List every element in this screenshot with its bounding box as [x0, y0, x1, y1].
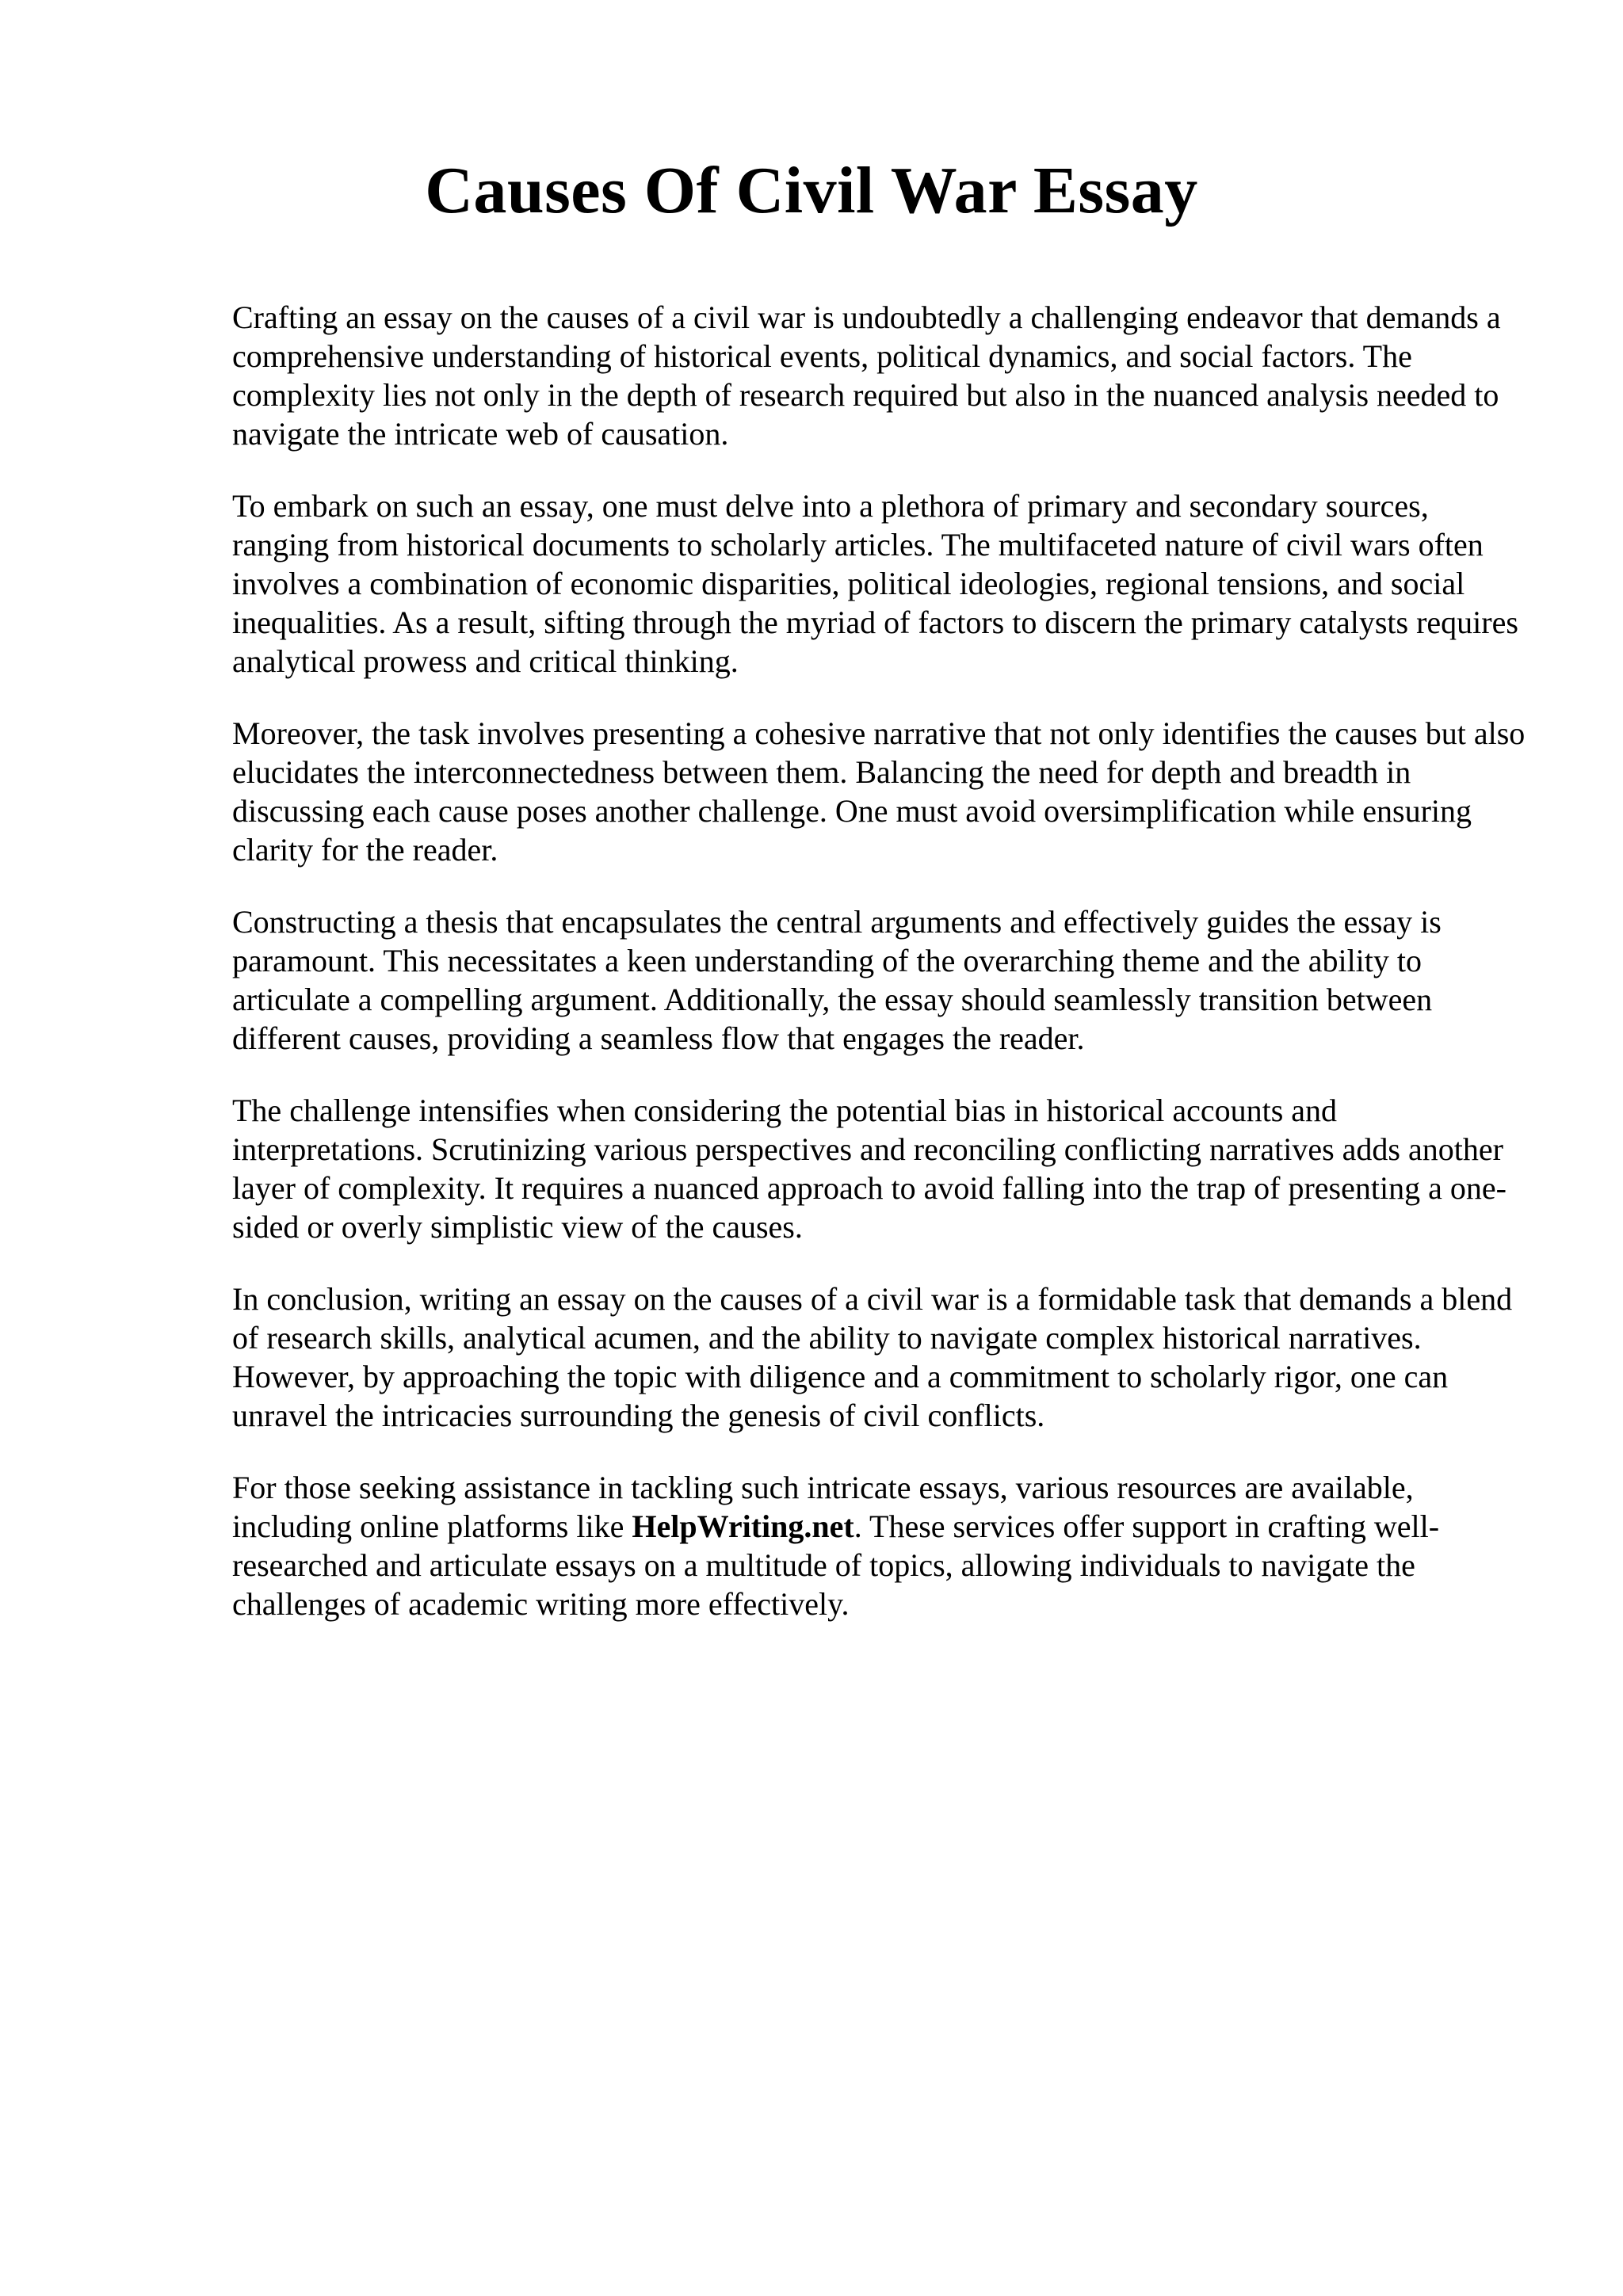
paragraph-6: In conclusion, writing an essay on the causes of a civil war is a formidable task that demands a blend of research skills, analytical acumen, and the ability to navigate complex historical narratives. However, by approaching the topic with diligence and a commitment to scholarly rigor, one can unravel the intricacies surrounding the genesis of civil conflicts.	[232, 1281, 1513, 1433]
paragraph-7-end: . These services offer support in crafting well-researched and articulate essays on a multitude of topics, allowing individuals to navigate the challenges of academic writing more effectively.	[232, 1508, 1440, 1622]
paragraph-5: The challenge intensifies when considering the potential bias in historical accounts and interpretations. Scrutinizing various perspectives and reconciling conflicting narratives adds another layer of complexity. It requires a nuanced approach to avoid falling into the trap of presenting a one-sided or overly simplistic view of the causes.	[232, 1093, 1507, 1245]
paragraph-7-start: For those seeking assistance in tackling such intricate essays, various resources are available, including online platforms like	[232, 1470, 1414, 1544]
paragraph-3: Moreover, the task involves presenting a cohesive narrative that not only identifies the causes but also elucidates the interconnectedness between them. Balancing the need for depth and breadth in discussing each cause poses another challenge. One must avoid oversimplification while ensuring clarity for the reader.	[232, 715, 1526, 868]
paragraph-7	[232, 1468, 1532, 1623]
helpwriting-link[interactable]: HelpWriting.net	[632, 1508, 854, 1544]
paragraph-4: Constructing a thesis that encapsulates the central arguments and effectively guides the essay is paramount. This necessitates a keen understanding of the overarching theme and the ability to articulate a compelling argument. Additionally, the essay should seamlessly transition between different causes, providing a seamless flow that engages the reader.	[232, 904, 1442, 1056]
paragraph-1: Crafting an essay on the causes of a civil war is undoubtedly a challenging endeavor that demands a comprehensive understanding of historical events, political dynamics, and social factors. The complexity lies not only in the depth of research required but also in the nuanced analysis needed to navigate the intricate web of causation.	[232, 299, 1501, 452]
essay-body	[232, 298, 1532, 1657]
paragraph-2: To embark on such an essay, one must delve into a plethora of primary and secondary sources, ranging from historical documents to scholarly articles. The multifaceted nature of civil wars often involves a combination of economic disparities, political ideologies, regional tensions, and social inequalities. As a result, sifting through the myriad of factors to discern the primary catalysts requires analytical prowess and critical thinking.	[232, 488, 1518, 679]
page-title: Causes Of Civil War Essay	[425, 154, 1198, 227]
